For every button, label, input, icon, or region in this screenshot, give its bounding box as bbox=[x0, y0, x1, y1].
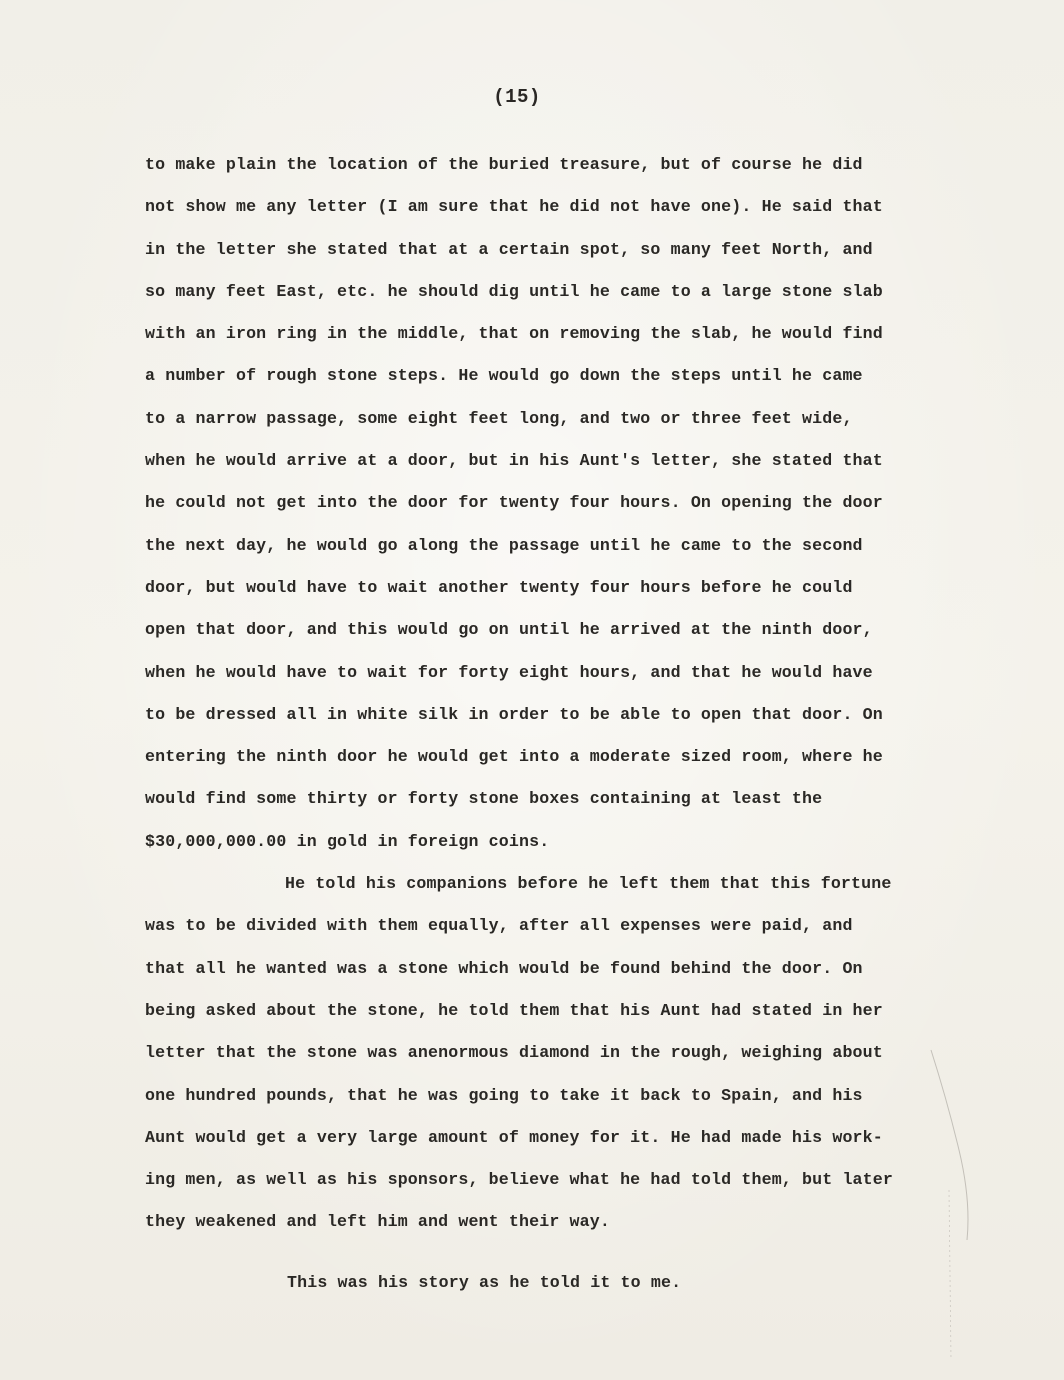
page-number: (15) bbox=[493, 86, 541, 108]
text-line: was to be divided with them equally, after all expenses were paid, and bbox=[145, 916, 853, 936]
paper-crease-mark bbox=[929, 1040, 969, 1360]
text-line: door, but would have to wait another twenty four hours before he could bbox=[145, 577, 853, 597]
text-line: when he would have to wait for forty eight hours, and that he would have bbox=[145, 662, 873, 682]
text-line: they weakened and left him and went their way. bbox=[145, 1212, 610, 1232]
text-line: entering the ninth door he would get into a moderate sized room, where he bbox=[145, 747, 883, 767]
text-line: ing men, as well as his sponsors, believe what he had told them, but later bbox=[145, 1170, 893, 1190]
text-line: letter that the stone was anenormous diamond in the rough, weighing about bbox=[145, 1043, 883, 1063]
text-line: that all he wanted was a stone which would be found behind the door. On bbox=[145, 958, 863, 978]
text-line: $30,000,000.00 in gold in foreign coins. bbox=[145, 831, 550, 851]
text-line: with an iron ring in the middle, that on removing the slab, he would find bbox=[145, 324, 883, 344]
closing-line: This was his story as he told it to me. bbox=[287, 1273, 682, 1292]
text-line: in the letter she stated that at a certain spot, so many feet North, and bbox=[145, 239, 873, 259]
text-line: to a narrow passage, some eight feet long, and two or three feet wide, bbox=[145, 408, 853, 428]
text-line: the next day, he would go along the passage until he came to the second bbox=[145, 535, 863, 555]
text-line: to make plain the location of the buried treasure, but of course he did bbox=[145, 155, 863, 174]
text-line: when he would arrive at a door, but in his Aunt's letter, she stated that bbox=[145, 451, 883, 471]
paragraph-start-line: He told his companions before he left them that this fortune bbox=[285, 874, 892, 894]
text-line: would find some thirty or forty stone boxes containing at least the bbox=[145, 789, 823, 809]
text-line: open that door, and this would go on until he arrived at the ninth door, bbox=[145, 620, 873, 640]
text-line: to be dressed all in white silk in order to be able to open that door. On bbox=[145, 704, 883, 724]
body-text bbox=[145, 150, 945, 1250]
text-line: so many feet East, etc. he should dig until he came to a large stone slab bbox=[145, 281, 883, 301]
text-line: he could not get into the door for twenty four hours. On opening the door bbox=[145, 493, 883, 513]
text-line: Aunt would get a very large amount of money for it. He had made his work- bbox=[145, 1127, 883, 1147]
text-line: one hundred pounds, that he was going to take it back to Spain, and his bbox=[145, 1085, 863, 1105]
text-line: a number of rough stone steps. He would go down the steps until he came bbox=[145, 366, 863, 386]
text-line: being asked about the stone, he told them that his Aunt had stated in her bbox=[145, 1000, 883, 1020]
text-line: not show me any letter (I am sure that he did not have one). He said that bbox=[145, 197, 883, 217]
